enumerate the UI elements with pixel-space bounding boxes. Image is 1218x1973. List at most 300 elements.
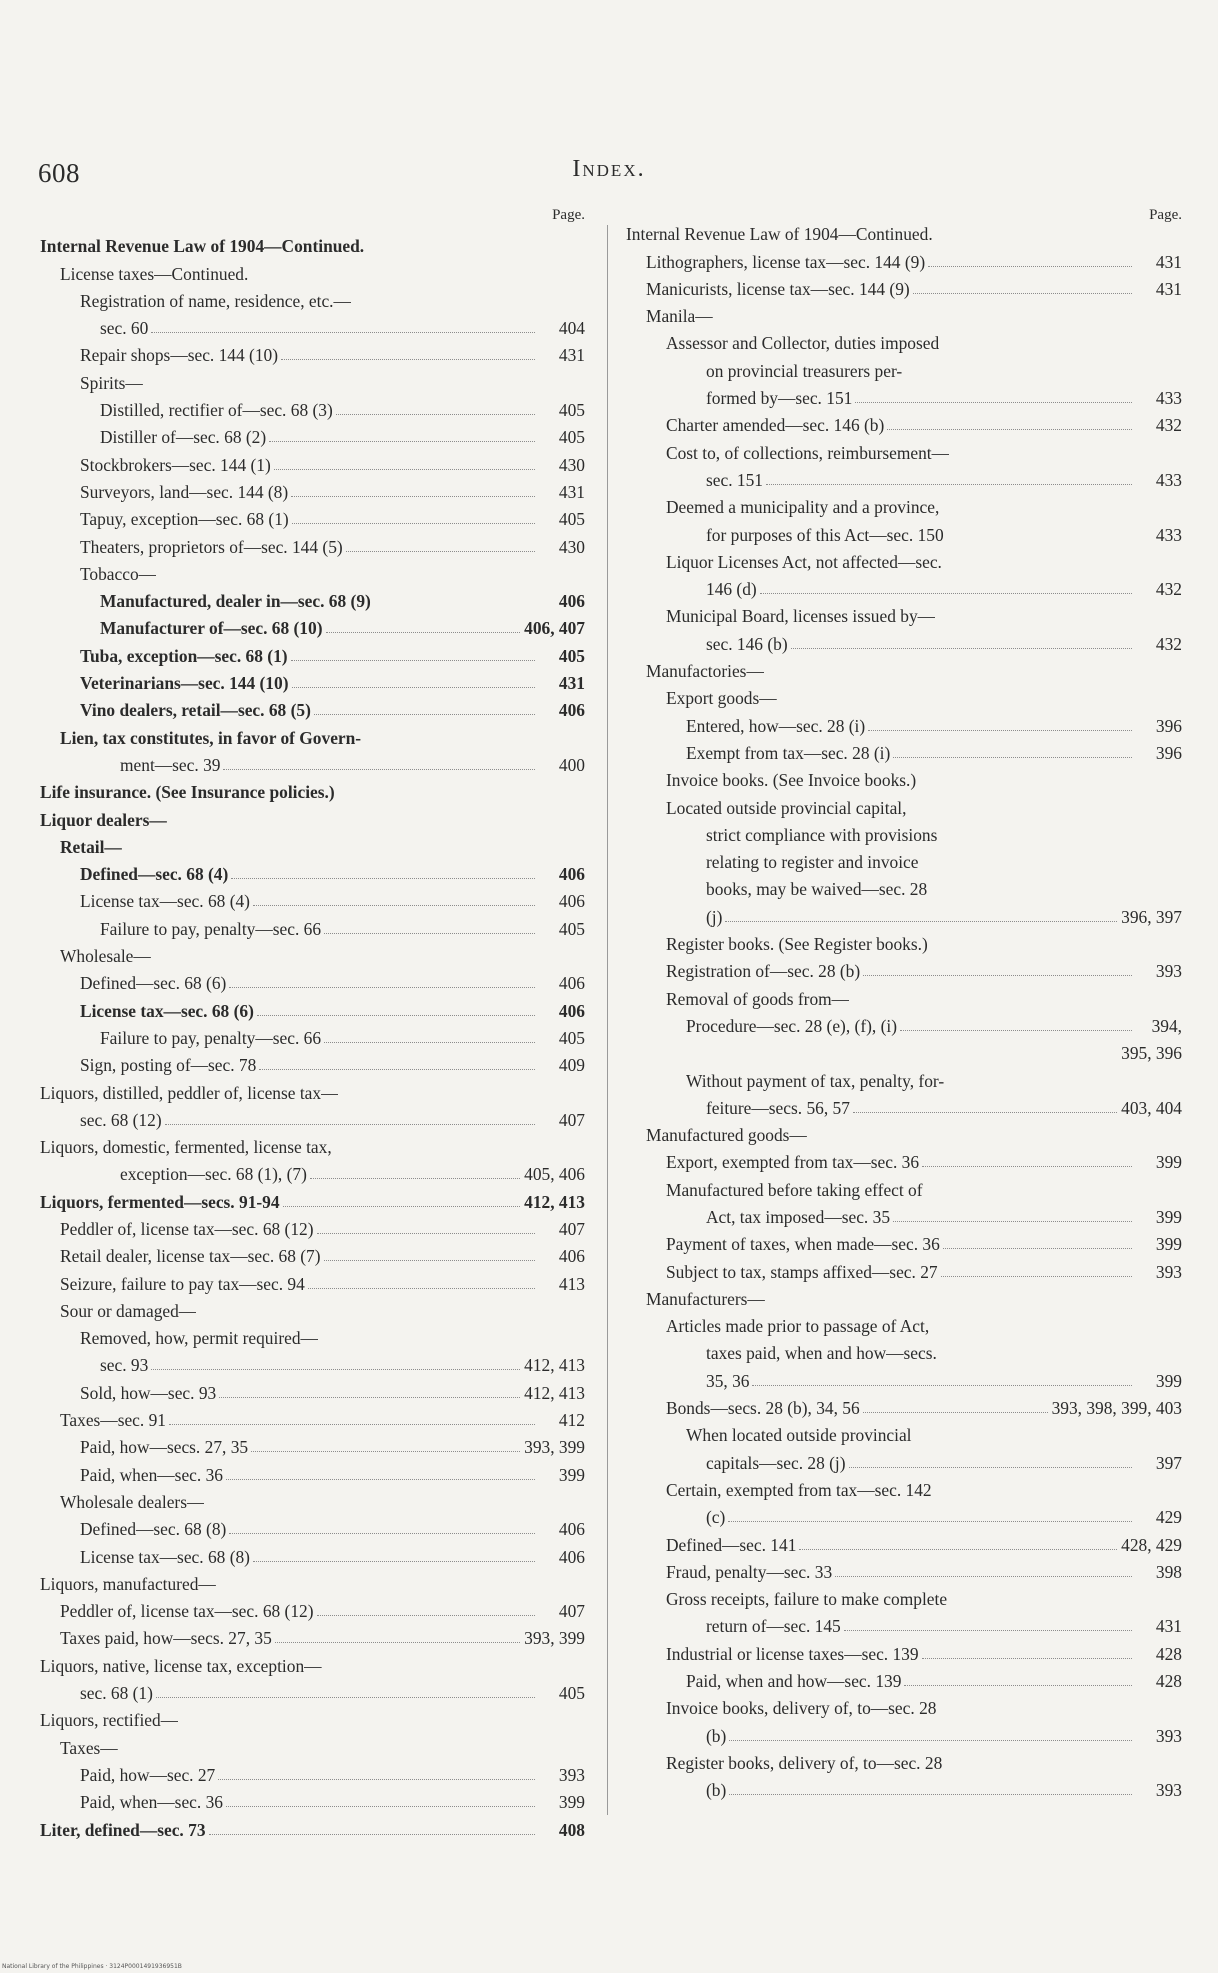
index-entry: [626, 382, 1182, 409]
index-entry: [626, 1201, 1182, 1228]
leader-dots: [291, 660, 535, 661]
index-entry: [626, 819, 1182, 846]
index-entry: [626, 982, 1182, 1009]
entry-page: 409: [558, 1055, 585, 1076]
entry-text: Manufactured before taking effect of: [666, 1179, 923, 1200]
index-entry: [40, 912, 585, 939]
index-entry: [40, 1431, 585, 1458]
entry-text: Cost to, of collections, reimbursement—: [666, 442, 950, 463]
entry-page: 431: [1155, 251, 1182, 272]
footer-stamp: National Library of the Philippines · 3124P0001491936951B: [2, 1963, 182, 1970]
index-entry: [626, 1665, 1182, 1692]
index-entry: [40, 1076, 585, 1103]
entry-text: Invoice books. (See Invoice books.): [666, 770, 917, 791]
index-entry: [626, 409, 1182, 436]
leader-dots: [274, 469, 535, 470]
entry-page: 399: [558, 1464, 585, 1485]
index-entry: [40, 1295, 585, 1322]
leader-dots: [725, 921, 1117, 922]
entry-page: 399: [1155, 1370, 1182, 1391]
index-entry: [626, 245, 1182, 272]
leader-dots: [156, 1697, 535, 1698]
leader-dots: [151, 1369, 520, 1370]
entry-text: Sold, how—sec. 93: [80, 1382, 217, 1403]
entry-text: Procedure—sec. 28 (e), (f), (i): [686, 1015, 898, 1036]
entry-page: 393: [1155, 961, 1182, 982]
entry-page: 412: [558, 1410, 585, 1431]
index-entry: [40, 558, 585, 585]
entry-page: 428: [1155, 1643, 1182, 1664]
entry-text: (j): [706, 906, 723, 927]
entry-text: Assessor and Collector, duties imposed: [666, 333, 940, 354]
index-entry: [40, 803, 585, 830]
entry-text: taxes paid, when and how—secs.: [706, 1343, 937, 1364]
entry-text: Exempt from tax—sec. 28 (i): [686, 742, 891, 763]
index-entry: [626, 1446, 1182, 1473]
index-entry: [626, 1283, 1182, 1310]
index-entry: [40, 1513, 585, 1540]
entry-text: (b): [706, 1725, 727, 1746]
entry-text: formed by—sec. 151: [706, 388, 853, 409]
entry-text: Theaters, proprietors of—sec. 144 (5): [80, 536, 343, 557]
entry-page: 405: [558, 918, 585, 939]
index-entry: [40, 1786, 585, 1813]
index-entry: [40, 994, 585, 1021]
entry-page: 395, 396: [1121, 1043, 1182, 1064]
leader-dots: [281, 359, 535, 360]
leader-dots: [259, 1069, 535, 1070]
entry-text: Liquors, distilled, peddler of, license tax—: [40, 1082, 339, 1103]
entry-text: Defined—sec. 141: [666, 1534, 797, 1555]
leader-dots: [229, 1533, 535, 1534]
index-entry: [626, 1173, 1182, 1200]
entry-text: Register books, delivery of, to—sec. 28: [666, 1752, 943, 1773]
entry-text: Surveyors, land—sec. 144 (8): [80, 481, 289, 502]
index-entry: [626, 1637, 1182, 1664]
index-entry: [40, 940, 585, 967]
entry-page: 430: [558, 536, 585, 557]
entry-page: 405: [558, 509, 585, 530]
index-entry: [40, 776, 585, 803]
entry-page: 399: [1155, 1206, 1182, 1227]
index-entry: [40, 1213, 585, 1240]
leader-dots: [893, 1221, 1132, 1222]
entry-text: Liquors, manufactured—: [40, 1573, 216, 1594]
leader-dots: [310, 1178, 520, 1179]
index-entry: [40, 530, 585, 557]
entry-text: Taxes—: [60, 1737, 118, 1758]
entry-text: When located outside provincial: [686, 1425, 912, 1446]
index-entry: [626, 273, 1182, 300]
index-entry: [626, 764, 1182, 791]
index-entry: [626, 1064, 1182, 1091]
entry-text: Vino dealers, retail—sec. 68 (5): [80, 700, 311, 721]
page-title: Index.: [572, 156, 646, 182]
index-entry: [626, 1528, 1182, 1555]
entry-page: 406: [558, 700, 585, 721]
entry-text: Paid, when and how—sec. 139: [686, 1671, 902, 1692]
entry-page: 406: [558, 973, 585, 994]
entry-text: Removed, how, permit required—: [80, 1328, 318, 1349]
entry-text: Sour or damaged—: [60, 1300, 197, 1321]
leader-dots: [257, 1015, 535, 1016]
entry-text: Liquors, native, license tax, exception—: [40, 1655, 322, 1676]
right-entries: [626, 218, 1182, 1801]
entry-text: Invoice books, delivery of, to—sec. 28: [666, 1698, 937, 1719]
entry-page: 429: [1155, 1507, 1182, 1528]
entry-text: Municipal Board, licenses issued by—: [666, 606, 936, 627]
leader-dots: [317, 1615, 535, 1616]
leader-dots: [269, 441, 535, 442]
leader-dots: [219, 1397, 520, 1398]
leader-dots: [900, 1030, 1132, 1031]
leader-dots: [226, 1479, 535, 1480]
index-entry: [40, 639, 585, 666]
entry-text: Without payment of tax, penalty, for-: [686, 1070, 945, 1091]
index-entry: [40, 1458, 585, 1485]
leader-dots: [760, 593, 1132, 594]
entry-text: Deemed a municipality and a province,: [666, 497, 940, 518]
index-entry: [626, 600, 1182, 627]
index-entry: [40, 1376, 585, 1403]
entry-page: 406: [558, 1519, 585, 1540]
entry-text: Peddler of, license tax—sec. 68 (12): [60, 1218, 314, 1239]
entry-text: Wholesale—: [60, 946, 151, 967]
index-entry: [40, 694, 585, 721]
entry-text: Liquor dealers—: [40, 809, 167, 830]
index-entry: [626, 955, 1182, 982]
leader-dots: [209, 1834, 535, 1835]
index-entry: [626, 1037, 1182, 1064]
index-entry: [626, 573, 1182, 600]
entry-page: 431: [558, 673, 585, 694]
leader-dots: [308, 1288, 535, 1289]
index-entry: [40, 285, 585, 312]
entry-text: exception—sec. 68 (1), (7): [120, 1164, 307, 1185]
entry-page: 431: [558, 481, 585, 502]
leader-dots: [317, 1233, 535, 1234]
entry-text: Failure to pay, penalty—sec. 66: [100, 1027, 322, 1048]
index-entry: [626, 1556, 1182, 1583]
entry-page: 428: [1155, 1671, 1182, 1692]
entry-text: Located outside provincial capital,: [666, 797, 907, 818]
index-entry: [626, 1747, 1182, 1774]
index-entry: [40, 1049, 585, 1076]
leader-dots: [292, 523, 535, 524]
leader-dots: [853, 1112, 1117, 1113]
entry-page: 431: [558, 345, 585, 366]
index-entry: [626, 327, 1182, 354]
entry-page: 406, 407: [524, 618, 585, 639]
entry-text: Liquors, rectified—: [40, 1710, 179, 1731]
leader-dots: [346, 551, 535, 552]
index-entry: [40, 448, 585, 475]
entry-text: Distiller of—sec. 68 (2): [100, 427, 267, 448]
entry-page: 431: [1155, 1616, 1182, 1637]
entry-text: sec. 151: [706, 469, 763, 490]
entry-page: 400: [558, 754, 585, 775]
leader-dots: [326, 632, 521, 633]
index-entry: [40, 1349, 585, 1376]
index-entry: [626, 900, 1182, 927]
index-entry: [626, 1392, 1182, 1419]
leader-dots: [231, 878, 535, 879]
index-entry: [626, 1692, 1182, 1719]
leader-dots: [863, 975, 1132, 976]
entry-text: Failure to pay, penalty—sec. 66: [100, 918, 322, 939]
leader-dots: [283, 1206, 521, 1207]
entry-text: License tax—sec. 68 (4): [80, 891, 250, 912]
leader-dots: [863, 1412, 1048, 1413]
entry-page: 412, 413: [524, 1355, 585, 1376]
entry-text: Stockbrokers—sec. 144 (1): [80, 454, 271, 475]
page-column-label: Page.: [552, 207, 585, 223]
index-entry: [626, 436, 1182, 463]
leader-dots: [291, 496, 535, 497]
entry-text: feiture—secs. 56, 57: [706, 1097, 850, 1118]
entry-page: 405: [558, 400, 585, 421]
index-entry: [626, 1092, 1182, 1119]
entry-page: 399: [558, 1792, 585, 1813]
entry-text: Entered, how—sec. 28 (i): [686, 715, 866, 736]
leader-dots: [169, 1424, 535, 1425]
entry-text: Spirits—: [80, 372, 143, 393]
index-entry: [40, 312, 585, 339]
leader-dots: [229, 987, 535, 988]
index-entry: [626, 1337, 1182, 1364]
entry-text: Fraud, penalty—sec. 33: [666, 1561, 833, 1582]
entry-text: Export goods—: [666, 688, 777, 709]
entry-text: Defined—sec. 68 (6): [80, 973, 227, 994]
entry-page: 403, 404: [1121, 1097, 1182, 1118]
entry-page: 393: [1155, 1780, 1182, 1801]
entry-text: Internal Revenue Law of 1904—Continued.: [40, 236, 365, 257]
entry-page: 405: [558, 427, 585, 448]
entry-text: for purposes of this Act—sec. 150: [706, 524, 944, 545]
entry-page: 396: [1155, 715, 1182, 736]
leader-dots: [766, 484, 1132, 485]
entry-page: 393, 398, 399, 403: [1051, 1398, 1182, 1419]
index-entry: [626, 1774, 1182, 1801]
entry-page: 393, 399: [524, 1437, 585, 1458]
leader-dots: [253, 1561, 535, 1562]
entry-text: Seizure, failure to pay tax—sec. 94: [60, 1273, 305, 1294]
entry-page: 396, 397: [1121, 906, 1182, 927]
index-entry: [40, 1267, 585, 1294]
index-entry: [40, 667, 585, 694]
index-entry: [626, 1255, 1182, 1282]
entry-page: 404: [558, 318, 585, 339]
entry-page: 432: [1155, 415, 1182, 436]
entry-text: Manufactories—: [646, 661, 764, 682]
leader-dots: [922, 1166, 1132, 1167]
entry-page: 407: [558, 1218, 585, 1239]
leader-dots: [226, 1806, 535, 1807]
entry-page: 396: [1155, 742, 1182, 763]
entry-text: (c): [706, 1507, 726, 1528]
leader-dots: [844, 1630, 1132, 1631]
leader-dots: [729, 1740, 1132, 1741]
entry-text: Lien, tax constitutes, in favor of Govern-: [60, 727, 362, 748]
entry-page: 393: [558, 1764, 585, 1785]
entry-text: Act, tax imposed—sec. 35: [706, 1206, 891, 1227]
leader-dots: [887, 429, 1132, 430]
entry-text: Defined—sec. 68 (8): [80, 1519, 227, 1540]
index-entry: [626, 791, 1182, 818]
entry-text: relating to register and invoice: [706, 852, 919, 873]
entry-page: 394,: [1151, 1015, 1182, 1036]
leader-dots: [336, 414, 535, 415]
index-entry: [40, 1322, 585, 1349]
entry-text: Export, exempted from tax—sec. 36: [666, 1152, 920, 1173]
entry-page: 393, 399: [524, 1628, 585, 1649]
entry-text: Defined—sec. 68 (4): [80, 864, 229, 885]
index-entry: [40, 967, 585, 994]
entry-text: Manufacturer of—sec. 68 (10): [100, 618, 323, 639]
entry-text: Charter amended—sec. 146 (b): [666, 415, 885, 436]
entry-text: Manufactured, dealer in—sec. 68 (9): [100, 591, 371, 612]
index-entry: [40, 831, 585, 858]
index-entry: [40, 1022, 585, 1049]
entry-text: sec. 68 (1): [80, 1683, 153, 1704]
entry-text: 35, 36: [706, 1370, 750, 1391]
entry-text: Tapuy, exception—sec. 68 (1): [80, 509, 289, 530]
index-entry: [40, 1677, 585, 1704]
entry-text: Retail dealer, license tax—sec. 68 (7): [60, 1246, 321, 1267]
entry-page: 407: [558, 1109, 585, 1130]
entry-page: 405: [558, 645, 585, 666]
entry-page: 398: [1155, 1561, 1182, 1582]
index-entry: [40, 1131, 585, 1158]
entry-text: sec. 93: [100, 1355, 149, 1376]
leader-dots: [752, 1385, 1132, 1386]
leader-dots: [835, 1576, 1132, 1577]
index-entry: [40, 394, 585, 421]
entry-page: 433: [1155, 388, 1182, 409]
entry-page: 393: [1155, 1725, 1182, 1746]
index-entry: [626, 682, 1182, 709]
index-entry: [626, 491, 1182, 518]
entry-text: Liter, defined—sec. 73: [40, 1819, 206, 1840]
entry-page: 408: [558, 1819, 585, 1840]
entry-page: 433: [1155, 524, 1182, 545]
leader-dots: [799, 1549, 1117, 1550]
index-entry: [40, 858, 585, 885]
leader-dots: [253, 905, 535, 906]
entry-text: Manufacturers—: [646, 1288, 765, 1309]
leader-dots: [791, 648, 1132, 649]
entry-text: Taxes—sec. 91: [60, 1410, 166, 1431]
index-entry: [40, 257, 585, 284]
index-entry: [626, 1610, 1182, 1637]
index-entry: [626, 655, 1182, 682]
entry-text: Retail—: [60, 836, 122, 857]
entry-text: strict compliance with provisions: [706, 824, 938, 845]
entry-text: Tobacco—: [80, 563, 157, 584]
leader-dots: [324, 1042, 535, 1043]
entry-text: sec. 68 (12): [80, 1109, 162, 1130]
entry-page: 405: [558, 1027, 585, 1048]
leader-dots: [292, 687, 536, 688]
entry-page: 406: [558, 1246, 585, 1267]
index-entry: [626, 1310, 1182, 1337]
entry-text: Paid, when—sec. 36: [80, 1464, 223, 1485]
index-entry: [40, 1240, 585, 1267]
left-entries: [40, 230, 585, 1841]
entry-text: Wholesale dealers—: [60, 1491, 205, 1512]
entry-text: Liquor Licenses Act, not affected—sec.: [666, 551, 942, 572]
index-entry: [626, 1146, 1182, 1173]
entry-text: Manila—: [646, 306, 713, 327]
page-number: 608: [38, 158, 80, 188]
entry-page: 406: [558, 891, 585, 912]
index-entry: [626, 1228, 1182, 1255]
index-entry: [626, 1501, 1182, 1528]
entry-text: return of—sec. 145: [706, 1616, 841, 1637]
index-entry: [626, 1119, 1182, 1146]
leader-dots: [729, 1794, 1132, 1795]
index-entry: [626, 928, 1182, 955]
index-entry: [40, 1813, 585, 1840]
entry-page: 399: [1155, 1234, 1182, 1255]
index-entry: [626, 1419, 1182, 1446]
index-entry: [626, 518, 1182, 545]
index-entry: [626, 737, 1182, 764]
index-entry: [40, 749, 585, 776]
leader-dots: [165, 1124, 535, 1125]
entry-text: sec. 60: [100, 318, 149, 339]
index-entry: [40, 476, 585, 503]
entry-page: 406: [558, 591, 585, 612]
leader-dots: [151, 332, 535, 333]
index-entry: [626, 627, 1182, 654]
entry-page: 399: [1155, 1152, 1182, 1173]
page-column-label: Page.: [1149, 207, 1182, 223]
index-entry: [40, 339, 585, 366]
entry-text: Paid, when—sec. 36: [80, 1792, 223, 1813]
index-entry: [40, 1704, 585, 1731]
index-entry: [40, 1404, 585, 1431]
entry-text: Manufactured goods—: [646, 1125, 807, 1146]
entry-page: 432: [1155, 579, 1182, 600]
entry-page: 393: [1155, 1261, 1182, 1282]
index-entry: [40, 1104, 585, 1131]
entry-page: 406: [558, 1000, 585, 1021]
index-entry: [40, 503, 585, 530]
index-entry: [40, 1595, 585, 1622]
entry-page: 412, 413: [524, 1382, 585, 1403]
index-entry: [40, 1649, 585, 1676]
entry-text: Taxes paid, how—secs. 27, 35: [60, 1628, 272, 1649]
entry-page: 413: [558, 1273, 585, 1294]
entry-text: Manicurists, license tax—sec. 144 (9): [646, 278, 910, 299]
index-entry: [40, 721, 585, 748]
entry-page: 406: [558, 864, 585, 885]
index-entry: [40, 1759, 585, 1786]
entry-text: License tax—sec. 68 (8): [80, 1546, 250, 1567]
index-entry: [40, 1158, 585, 1185]
entry-page: 405: [558, 1683, 585, 1704]
index-entry: [626, 709, 1182, 736]
index-entry: [40, 230, 585, 257]
entry-text: ment—sec. 39: [120, 754, 221, 775]
entry-text: Life insurance. (See Insurance policies.): [40, 782, 335, 803]
entry-page: 431: [1155, 278, 1182, 299]
leader-dots: [941, 1276, 1132, 1277]
entry-text: Gross receipts, failure to make complete: [666, 1589, 948, 1610]
leader-dots: [275, 1642, 520, 1643]
entry-text: (b): [706, 1780, 727, 1801]
